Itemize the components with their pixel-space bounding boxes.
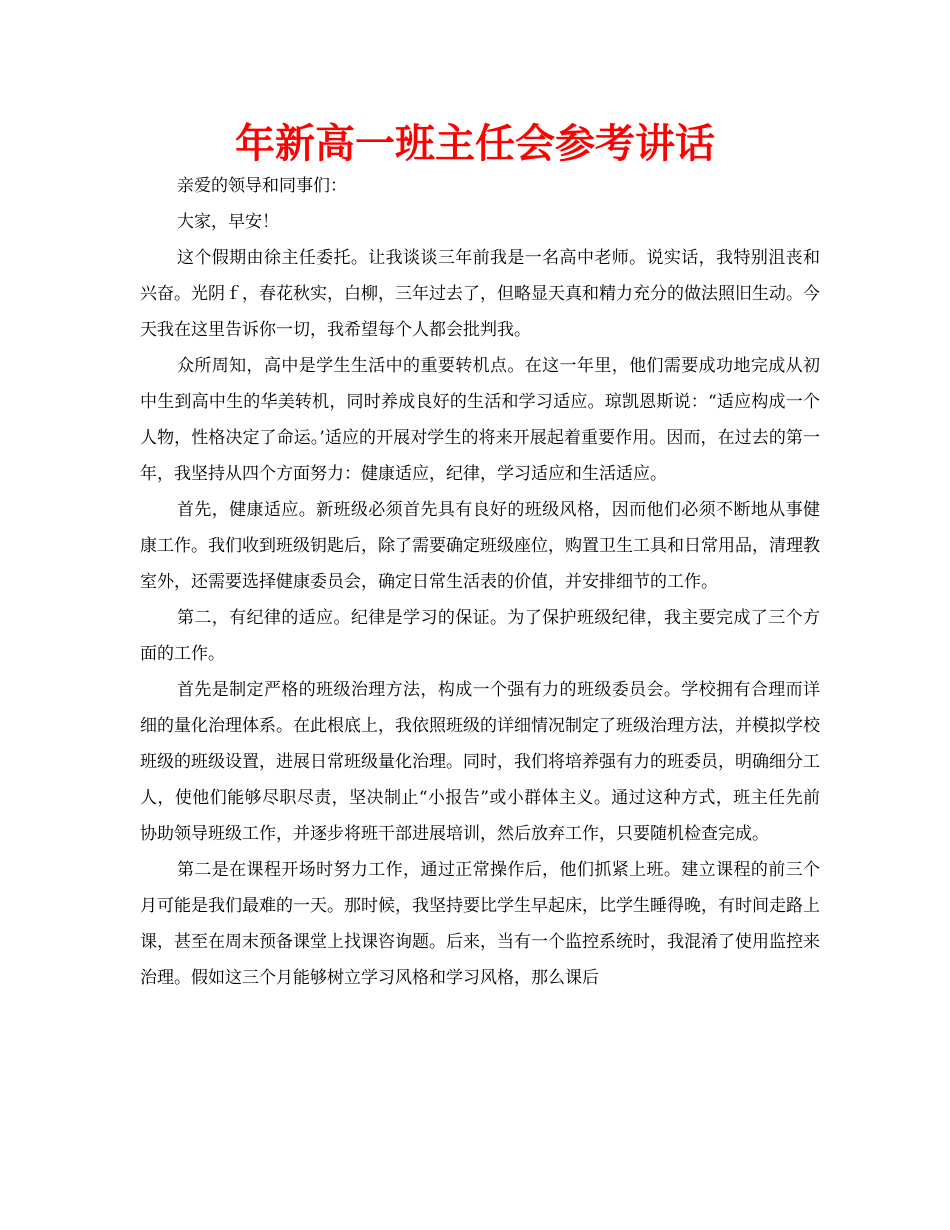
body-paragraph: 第二，有纪律的适应。纪律是学习的保证。为了保护班级纪律，我主要完成了三个方面的工作。 [140,608,820,664]
salutation-paragraph: 大家，早安！ [177,212,279,232]
document-title: 年新高一班主任会参考讲话 [235,121,715,167]
body-paragraph: 首先，健康适应。新班级必须首先具有良好的班级风格，因而他们必须不断地从事健康工作。我们收到班级钥匙后，除了需要确定班级座位，购置卫生工具和日常用品，清理教室外，还需要选择健康委员会，确定日常生活表的价值，并安排细节的工作。 [140,500,820,592]
document-body [140,168,820,996]
body-paragraph: 第二是在课程开场时努力工作，通过正常操作后，他们抓紧上班。建立课程的前三个月可能是我们最难的一天。那时候，我坚持要比学生早起床，比学生睡得晚，有时间走路上课，甚至在周末预备课堂上找课咨询题。后来，当有一个监控系统时，我混淆了使用监控来治理。假如这三个月能够树立学习风格和学习风格，那么课后 [140,860,820,988]
greeting-paragraph: 亲爱的领导和同事们： [177,176,347,196]
body-paragraph: 这个假期由徐主任委托。让我谈谈三年前我是一名高中老师。说实话，我特别沮丧和兴奋。光阴ｆ，春花秋实，白柳，三年过去了，但略显天真和精力充分的做法照旧生动。今天我在这里告诉你一切，我希望每个人都会批判我。 [140,248,820,340]
body-paragraph: 众所周知，高中是学生生活中的重要转机点。在这一年里，他们需要成功地完成从初中生到高中生的华美转机，同时养成良好的生活和学习适应。琼凯恩斯说：“适应构成一个人物，性格决定了命运。’适应的开展对学生的将来开展起着重要作用。因而，在过去的第一年，我坚持从四个方面努力：健康适应，纪律，学习适应和生活适应。 [140,356,820,484]
body-paragraph: 首先是制定严格的班级治理方法，构成一个强有力的班级委员会。学校拥有合理而详细的量化治理体系。在此根底上，我依照班级的详细情况制定了班级治理方法，并模拟学校班级的班级设置，进展日常班级量化治理。同时，我们将培养强有力的班委员，明确细分工人，使他们能够尽职尽责，坚决制止“小报告”或小群体主义。通过这种方式，班主任先前协助领导班级工作，并逐步将班干部进展培训，然后放弃工作，只要随机检查完成。 [140,680,820,844]
